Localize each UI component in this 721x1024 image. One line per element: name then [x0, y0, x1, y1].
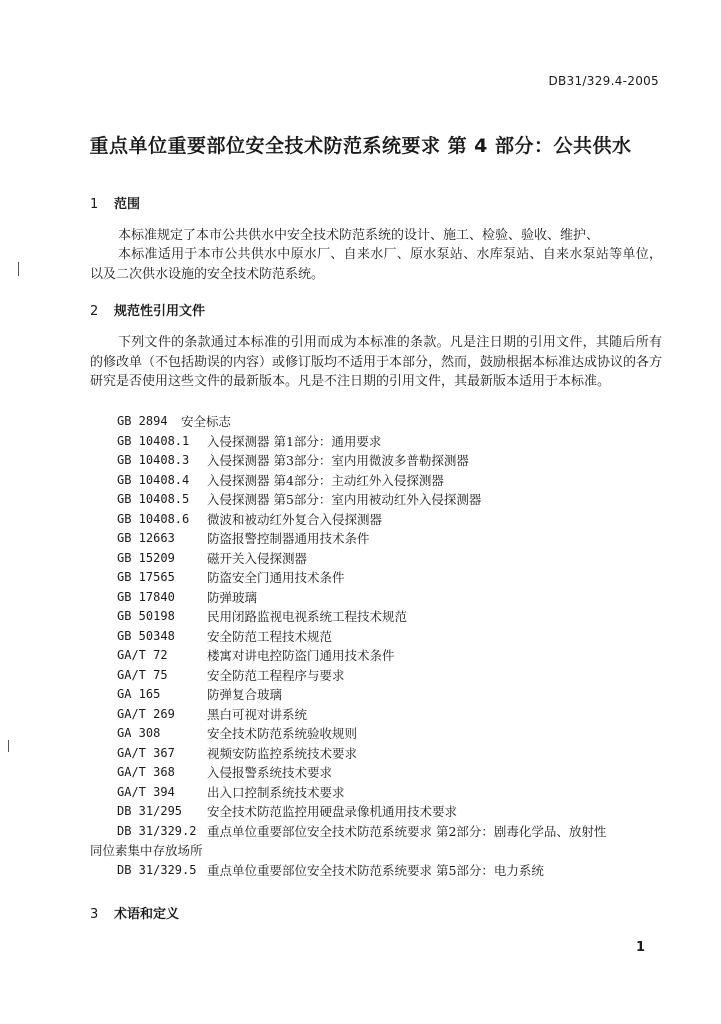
reference-title: 防盗安全门通用技术条件 [207, 570, 345, 585]
reference-code: GB 10408.5 [117, 492, 190, 506]
scan-mark [8, 740, 9, 752]
document-title: 重点单位重要部位安全技术防范系统要求 第 4 部分：公共供水 [89, 135, 632, 157]
section-1-paragraph-1: 本标准规定了本市公共供水中安全技术防范系统的设计、施工、检验、验收、维护、 [118, 228, 600, 243]
reference-code: GA 165 [117, 687, 161, 701]
section-1-heading [90, 193, 140, 212]
reference-item [117, 549, 662, 569]
reference-title: 重点单位重要部位安全技术防范系统要求 第2部分：剧毒化学品、放射性 [207, 823, 607, 839]
reference-title: 入侵探测器 第1部分：通用要求 [207, 433, 382, 449]
reference-item [90, 822, 662, 861]
reference-item [117, 783, 662, 803]
reference-item [117, 529, 662, 549]
reference-item [117, 607, 662, 627]
reference-code: GA/T 394 [117, 784, 175, 799]
reference-title: 楼寓对讲电控防盗门通用技术条件 [207, 648, 395, 663]
reference-title: 防弹复合玻璃 [207, 687, 283, 702]
reference-item [117, 861, 662, 881]
reference-title-continuation: 同位素集中存放场所 [90, 843, 203, 858]
section-3-heading [90, 903, 179, 922]
reference-code: GB 10408.3 [117, 453, 190, 467]
reference-item [117, 724, 662, 744]
reference-title: 安全防范工程技术规范 [207, 628, 333, 644]
reference-title: 黑白可视对讲系统 [207, 706, 308, 722]
reference-code: GA/T 269 [117, 706, 175, 721]
reference-title: 防盗报警控制器通用技术条件 [207, 531, 370, 546]
section-title: 规范性引用文件 [114, 304, 206, 319]
reference-code: GA/T 368 [117, 765, 175, 779]
reference-item [117, 685, 662, 705]
reference-title: 安全标志 [181, 414, 232, 429]
reference-code: GB 15209 [117, 550, 175, 565]
reference-code: DB 31/295 [117, 804, 183, 818]
reference-code: GB 10408.6 [117, 511, 190, 526]
section-title: 术语和定义 [114, 907, 180, 922]
reference-list [90, 412, 662, 880]
reference-item [117, 627, 662, 647]
reference-item [117, 451, 662, 471]
reference-title: 入侵报警系统技术要求 [207, 765, 333, 780]
reference-title: 安全技术防范监控用硬盘录像机通用技术要求 [207, 804, 458, 819]
section-1-paragraph-2: 本标准适用于本市公共供水中原水厂、自来水厂、原水泵站、水库泵站、自来水泵站等单位，以及二次供水设施的安全技术防范系统。 [90, 247, 662, 282]
reference-code: GB 10408.4 [117, 472, 190, 487]
standard-code: DB31/329.4-2005 [548, 74, 659, 88]
reference-code: GB 12663 [117, 531, 175, 545]
reference-item [117, 568, 662, 588]
reference-item [117, 763, 662, 783]
section-number: 1 [90, 197, 99, 212]
reference-title: 民用闭路监视电视系统工程技术规范 [207, 609, 408, 624]
reference-item [117, 744, 662, 764]
reference-title: 重点单位重要部位安全技术防范系统要求 第5部分：电力系统 [207, 862, 544, 878]
section-2-paragraph: 下列文件的条款通过本标准的引用而成为本标准的条款。凡是注日期的引用文件，其随后所有的修改单（不包括勘误的内容）或修订版均不适用于本部分，然而，鼓励根据本标准达成协议的各方研究是否使用这些文件的最新版本。凡是不注日期的引用文件，其最新版本适用于本标准。 [90, 335, 663, 389]
reference-title: 磁开关入侵探测器 [207, 550, 308, 566]
reference-title: 安全技术防范系统验收规则 [207, 726, 358, 741]
section-number: 2 [90, 304, 99, 319]
reference-title: 入侵探测器 第4部分：主动红外入侵探测器 [207, 472, 444, 488]
reference-title: 防弹玻璃 [207, 589, 258, 605]
reference-item [117, 490, 662, 510]
reference-code: GA/T 72 [117, 648, 168, 662]
scan-mark [18, 262, 19, 276]
reference-title: 安全防范工程程序与要求 [207, 667, 345, 683]
reference-item [117, 510, 662, 530]
reference-item [117, 588, 662, 608]
reference-code: GA/T 75 [117, 667, 168, 682]
reference-code: GB 50348 [117, 628, 175, 643]
reference-code: GA 308 [117, 726, 161, 740]
reference-item [117, 705, 662, 725]
reference-item [117, 432, 662, 452]
reference-title: 出入口控制系统技术要求 [207, 784, 345, 800]
reference-code: GB 17565 [117, 570, 175, 584]
reference-title: 微波和被动红外复合入侵探测器 [207, 511, 383, 527]
reference-item [117, 646, 662, 666]
reference-title: 入侵探测器 第3部分：室内用微波多普勒探测器 [207, 453, 469, 468]
reference-code: DB 31/329.5 [117, 862, 197, 877]
reference-code: GB 50198 [117, 609, 175, 623]
reference-code: GB 10408.1 [117, 433, 190, 448]
reference-code: GA/T 367 [117, 745, 175, 760]
reference-item [117, 666, 662, 686]
reference-item [117, 802, 662, 822]
section-2-heading [90, 300, 205, 319]
reference-code: GB 17840 [117, 589, 175, 604]
reference-title: 入侵探测器 第5部分：室内用被动红外入侵探测器 [207, 492, 482, 507]
reference-code: GB 2894 [117, 414, 168, 428]
page-number: 1 [636, 940, 646, 955]
reference-code: DB 31/329.2 [117, 823, 197, 838]
reference-title: 视频安防监控系统技术要求 [207, 745, 358, 761]
reference-item [117, 412, 662, 432]
reference-item [117, 471, 662, 491]
section-title: 范围 [114, 197, 141, 212]
section-number: 3 [90, 907, 99, 922]
